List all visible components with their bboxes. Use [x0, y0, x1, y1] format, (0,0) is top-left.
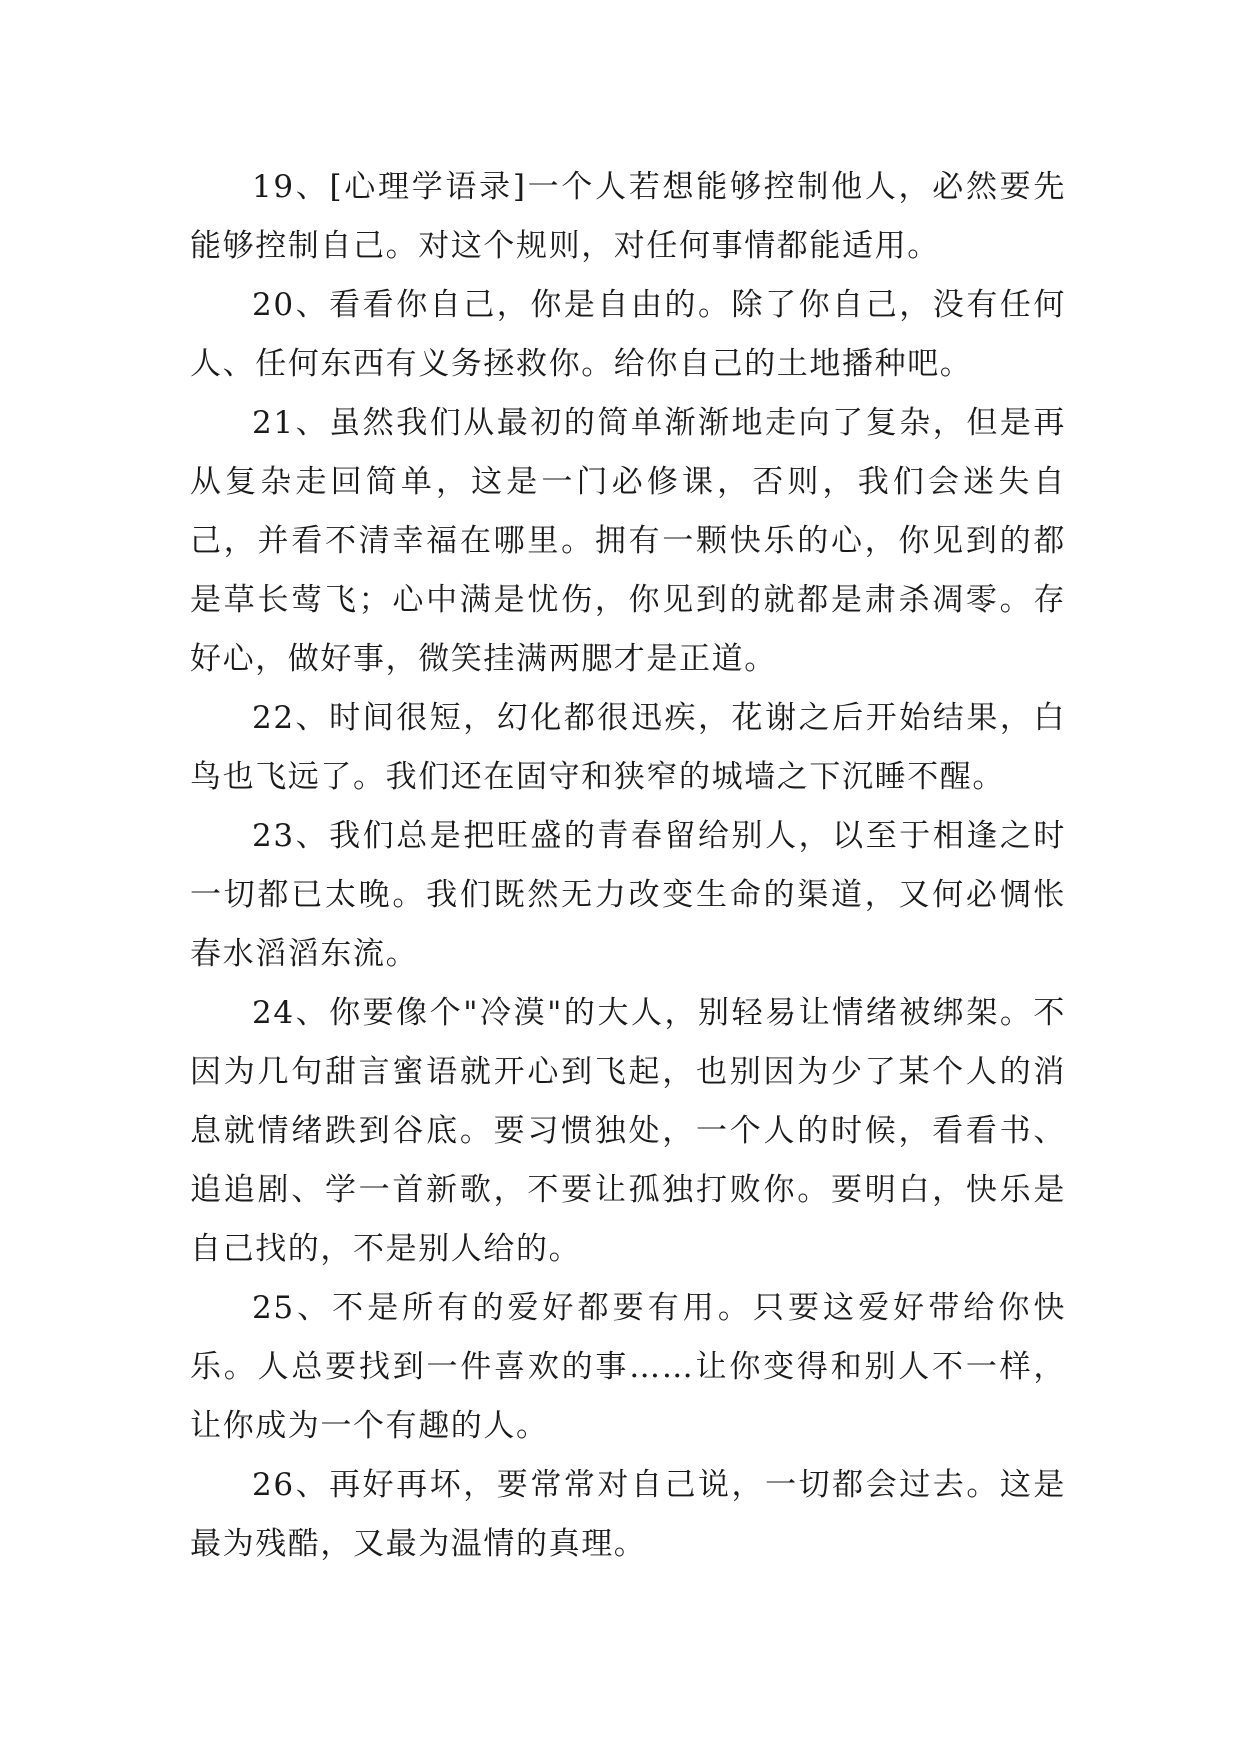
paragraph-21: 21、虽然我们从最初的简单渐渐地走向了复杂，但是再从复杂走回简单，这是一门必修课，否则，我们会迷失自己，并看不清幸福在哪里。拥有一颗快乐的心，你见到的都是草长莺飞；心中满是忧伤，你见到的就都是肃杀凋零。存好心，做好事，微笑挂满两腮才是正道。: [190, 405, 1066, 677]
paragraph-23: 23、我们总是把旺盛的青春留给别人，以至于相逢之时一切都已太晚。我们既然无力改变生命的渠道，又何必惆怅春水滔滔东流。: [190, 818, 1066, 972]
paragraph-20: 20、看看你自己，你是自由的。除了你自己，没有任何人、任何东西有义务拯救你。给你自己的土地播种吧。: [190, 287, 1066, 382]
paragraph-26: 26、再好再坏，要常常对自己说，一切都会过去。这是最为残酷，又最为温情的真理。: [190, 1467, 1066, 1562]
paragraph-19: 19、[心理学语录]一个人若想能够控制他人，必然要先能够控制自己。对这个规则，对任何事情都能适用。: [190, 169, 1066, 264]
paragraph-22: 22、时间很短，幻化都很迅疾，花谢之后开始结果，白鸟也飞远了。我们还在固守和狭窄的城墙之下沉睡不醒。: [190, 700, 1066, 795]
document-page: [190, 158, 1066, 1574]
paragraph-25: 25、不是所有的爱好都要有用。只要这爱好带给你快乐。人总要找到一件喜欢的事……让你变得和别人不一样，让你成为一个有趣的人。: [190, 1290, 1066, 1444]
paragraph-24: 24、你要像个"冷漠"的大人，别轻易让情绪被绑架。不因为几句甜言蜜语就开心到飞起，也别因为少了某个人的消息就情绪跌到谷底。要习惯独处，一个人的时候，看看书、追追剧、学一首新歌，不要让孤独打败你。要明白，快乐是自己找的，不是别人给的。: [190, 995, 1066, 1267]
